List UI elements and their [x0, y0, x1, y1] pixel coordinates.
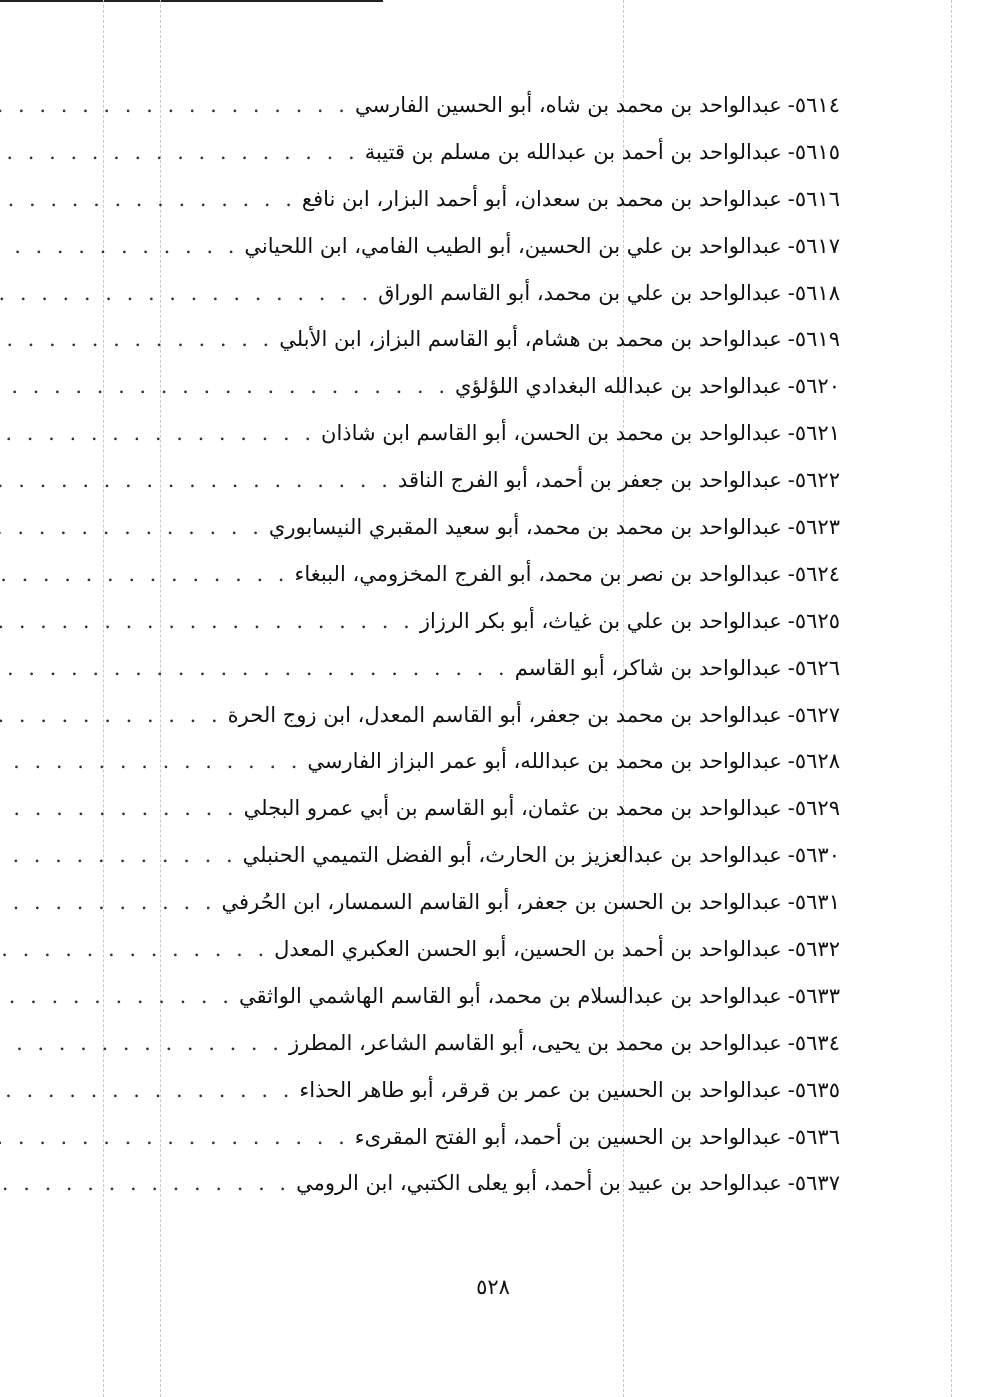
entry-title: عبدالواحد بن محمد بن هشام، أبو القاسم البزاز، ابن الأبلي [279, 327, 782, 352]
dot-leader [0, 1078, 293, 1102]
dot-leader [0, 421, 315, 445]
entry-title: عبدالواحد بن علي بن الحسين، أبو الطيب الفامي، ابن اللحياني [244, 233, 782, 258]
dot-leader [0, 890, 216, 914]
index-entry [125, 327, 840, 374]
index-entry [125, 93, 840, 140]
dot-leader [0, 140, 359, 164]
entry-number: ٥٦٣٠- [787, 843, 840, 868]
dot-leader [0, 468, 392, 492]
dot-leader [0, 1171, 290, 1195]
entry-number: ٥٦٢٥- [787, 608, 840, 633]
entry-number: ٥٦٢٤- [787, 561, 840, 586]
index-entry [125, 656, 840, 703]
dot-leader [0, 656, 509, 680]
index-entry [125, 890, 840, 937]
entry-title: عبدالواحد بن الحسين بن أحمد، أبو الفتح المقرىء [354, 1124, 782, 1149]
entry-number: ٥٦٢١- [787, 421, 840, 446]
entry-title: عبدالواحد بن محمد بن محمد، أبو سعيد المقبري النيسابوري [268, 515, 782, 540]
index-entry [125, 1078, 840, 1125]
entry-title: عبدالواحد بن عبدالله البغدادي اللؤلؤي [455, 374, 782, 399]
dot-leader [0, 749, 301, 773]
index-entry [125, 796, 840, 843]
dot-leader [0, 327, 273, 351]
entry-title: عبدالواحد بن أحمد بن عبدالله بن مسلم بن قتيبة [364, 139, 782, 164]
entry-number: ٥٦٣٧- [787, 1171, 840, 1196]
entry-title: عبدالواحد بن الحسن بن جعفر، أبو القاسم السمسار، ابن الحُرفي [221, 890, 782, 915]
dot-leader [0, 281, 372, 305]
entry-number: ٥٦٣٦- [787, 1124, 840, 1149]
entry-title: عبدالواحد بن محمد بن عبدالله، أبو عمر البزاز الفارسي [307, 749, 782, 774]
entry-number: ٥٦٣٣- [787, 983, 840, 1008]
entry-number: ٥٦١٧- [787, 233, 840, 258]
entry-number: ٥٦١٩- [787, 327, 840, 352]
index-entry [125, 984, 840, 1031]
entry-number: ٥٦١٤- [787, 93, 840, 117]
index-entry [125, 562, 840, 609]
scan-fold-line [951, 0, 952, 1397]
entry-title: عبدالواحد بن شاكر، أبو القاسم [514, 655, 782, 680]
index-entry [125, 703, 840, 750]
entry-number: ٥٦١٨- [787, 280, 840, 305]
index-entry [125, 749, 840, 796]
dot-leader [0, 515, 263, 539]
entry-title: عبدالواحد بن علي بن محمد، أبو القاسم الوراق [378, 280, 782, 305]
entry-title: عبدالواحد بن عبيد بن أحمد، أبو يعلى الكتبي، ابن الرومي [296, 1171, 782, 1196]
entry-number: ٥٦١٥- [787, 139, 840, 164]
entry-title: عبدالواحد بن عبدالعزيز بن الحارث، أبو الفضل التميمي الحنبلي [242, 843, 782, 868]
dot-leader [0, 234, 238, 258]
entry-number: ٥٦٢٣- [787, 515, 840, 540]
entry-title: عبدالواحد بن جعفر بن أحمد، أبو الفرج الناقد [397, 468, 782, 493]
entry-number: ٥٦٣١- [787, 890, 840, 915]
index-entry [125, 515, 840, 562]
entry-number: ٥٦٣٢- [787, 937, 840, 962]
dot-leader [0, 1125, 349, 1149]
dot-leader [0, 93, 349, 117]
dot-leader [0, 843, 237, 867]
index-entry [125, 937, 840, 984]
entry-number: ٥٦٢٢- [787, 468, 840, 493]
entry-title: عبدالواحد بن محمد بن عثمان، أبو القاسم بن أبي عمرو البجلي [243, 796, 782, 821]
index-entry [125, 1031, 840, 1078]
entry-number: ٥٦٢٠- [787, 374, 840, 399]
index-entry [125, 421, 840, 468]
entry-title: عبدالواحد بن عبدالسلام بن محمد، أبو القاسم الهاشمي الواثقي [238, 983, 782, 1008]
entry-title: عبدالواحد بن نصر بن محمد، أبو الفرج المخزومي، الببغاء [294, 561, 782, 586]
dot-leader [0, 187, 296, 211]
entry-number: ٥٦٣٥- [787, 1077, 840, 1102]
entry-number: ٥٦٢٩- [787, 796, 840, 821]
dot-leader [0, 937, 268, 961]
index-entry [125, 140, 840, 187]
entry-title: عبدالواحد بن أحمد بن الحسين، أبو الحسن العكبري المعدل [274, 937, 782, 962]
index-entry [125, 468, 840, 515]
dot-leader [0, 984, 233, 1008]
dot-leader [0, 1031, 283, 1055]
dot-leader [0, 562, 288, 586]
entry-title: عبدالواحد بن محمد بن سعدان، أبو أحمد البزار، ابن نافع [301, 186, 782, 211]
entry-title: عبدالواحد بن محمد بن جعفر، أبو القاسم المعدل، ابن زوج الحرة [227, 702, 782, 727]
index-entry [125, 609, 840, 656]
index-entry [125, 374, 840, 421]
entry-title: عبدالواحد بن الحسين بن عمر بن قرقر، أبو طاهر الحذاء [299, 1077, 782, 1102]
page-number: ٥٢٨ [476, 1275, 510, 1299]
entry-number: ٥٦٣٤- [787, 1030, 840, 1055]
entry-number: ٥٦٢٦- [787, 655, 840, 680]
entry-title: عبدالواحد بن محمد بن الحسن، أبو القاسم ابن شاذان [321, 421, 782, 446]
dot-leader [0, 609, 414, 633]
index-entry [125, 1125, 840, 1172]
index-list [125, 93, 840, 1218]
entry-title: عبدالواحد بن محمد بن يحيى، أبو القاسم الشاعر، المطرز [288, 1030, 782, 1055]
entry-number: ٥٦٢٧- [787, 702, 840, 727]
entry-title: عبدالواحد بن محمد بن شاه، أبو الحسين الفارسي [354, 93, 782, 117]
dot-leader [0, 374, 449, 398]
dot-leader [0, 703, 222, 727]
index-entry [125, 843, 840, 890]
index-entry [125, 234, 840, 281]
top-rule [0, 0, 383, 2]
index-entry [125, 187, 840, 234]
index-entry [125, 1171, 840, 1218]
dot-leader [0, 796, 238, 820]
entry-number: ٥٦١٦- [787, 186, 840, 211]
entry-number: ٥٦٢٨- [787, 749, 840, 774]
entry-title: عبدالواحد بن علي بن غياث، أبو بكر الرزاز [419, 608, 782, 633]
index-entry [125, 281, 840, 328]
